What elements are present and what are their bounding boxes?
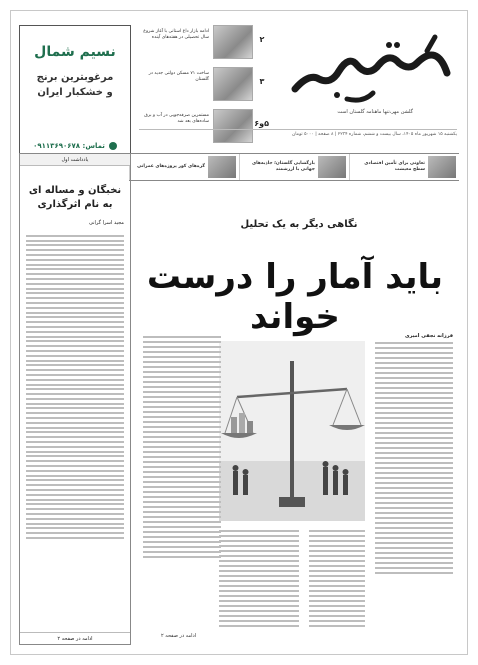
index-item[interactable] [139,109,269,145]
teaser-item[interactable] [239,154,349,180]
index-thumbnail [213,67,253,101]
teaser-item[interactable] [129,154,239,180]
editorial-author: مجید اسرا گرانی [88,220,124,226]
ad-brand-title: نسیم شمال [34,44,116,60]
teaser-item[interactable] [349,154,459,180]
editorial-body [20,230,130,544]
newspaper-logo [277,33,453,105]
article-column-left [143,333,221,633]
teaser-thumbnail [208,156,236,178]
index-page-number: ۳ [259,77,265,86]
article-headline[interactable]: باید آمار را درست خواند [146,257,444,337]
advertisement-box[interactable] [19,25,131,157]
index-thumbnail [213,25,253,59]
article-column-middle-right [309,527,365,630]
teaser-text: تعاونی برای تأمین اقتصادی سطح معیشت [364,161,425,172]
index-item[interactable] [139,67,269,103]
masthead [277,25,453,123]
index-item[interactable] [139,25,269,61]
teaser-thumbnail [428,156,456,178]
index-text: ادامه بازار داغ استانی با آغاز شروع سال تحصیلی در هفته‌های آینده [143,29,209,40]
ad-tagline-2: و خشکبار ایران [37,87,113,98]
article-continue-link[interactable]: ادامه در صفحه ۲ [161,633,197,639]
teaser-text: بازگشایی گلستان؛ جاذبه‌های جهانی با ارزشمند [251,161,315,172]
article-lead-author: فرزانه نجفی امیری [404,333,453,339]
ad-phone-text: تماس: ۰۹۱۱۳۶۹۰۶۷۸ [33,142,105,150]
article-column-middle-left [219,527,299,630]
ad-phone [24,142,126,150]
teaser-bar [129,153,459,181]
editorial-continue[interactable]: ادامه در صفحه ۲ [20,632,130,644]
ad-tagline-1: مرغوبترین برنج [36,72,114,83]
index-text: مستمرین صرفه‌جویی در آب و برق ساده‌های بعد شد [144,113,209,124]
editorial-header: یادداشت اول [20,154,130,166]
phone-icon [109,142,117,150]
article-photo-scales [219,341,365,521]
article-kicker: نگاهی دیگر به یک تحلیل [240,219,358,230]
teaser-thumbnail [318,156,346,178]
masthead-subtitle: گلشن مهر،تنها ماهنامه گلستان است [337,109,413,115]
index-page-number: ۵و۶ [254,119,269,128]
index-text: ساخت ۷۱ مسکن دولتی جدید در گلستان [148,71,209,82]
newspaper-page [10,10,468,655]
teaser-text: گره‌های کور پروژه‌های عمرانی [137,164,205,169]
index-page-number: ۲ [259,35,265,44]
editorial-title[interactable]: نخبگان و مساله ای به نام اثرگذاری [28,185,122,210]
dateline: یکشنبه ۱۵ شهریور ماه ۱۴۰۵، سال بیست و ششم، شماره ۲۲۳۴ | ۸ صفحه | ۵۰۰۰ تومان [139,129,457,139]
editorial-column [19,153,131,645]
article-column-right [375,333,453,643]
